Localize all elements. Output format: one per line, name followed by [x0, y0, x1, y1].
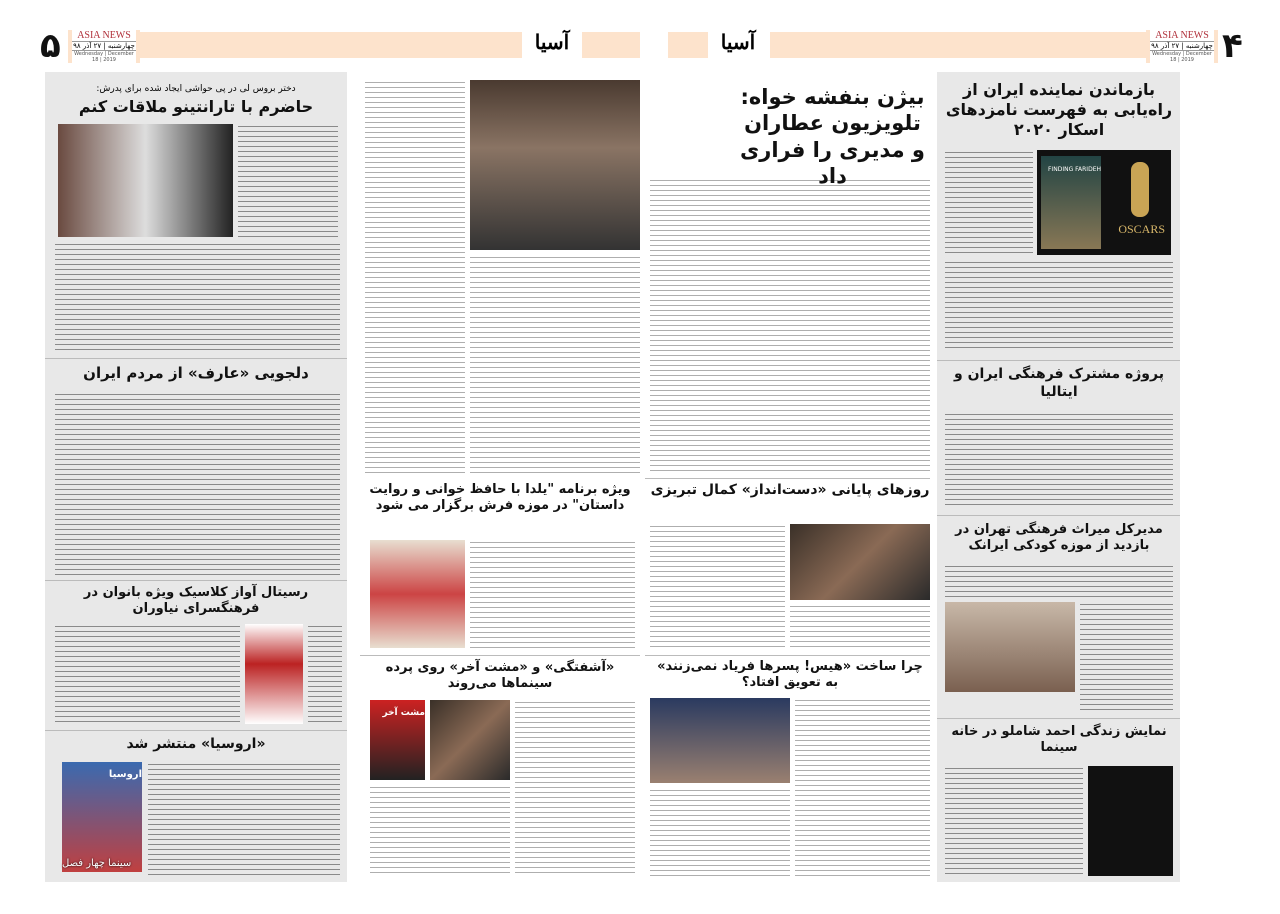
article-body: [55, 624, 240, 724]
masthead-4: [1146, 30, 1218, 63]
headline-shamlou: نمایش زندگی احمد شاملو در خانه سینما: [951, 724, 1167, 756]
brand: ASIA NEWS: [1155, 30, 1209, 41]
article-body: [238, 124, 338, 237]
header-band: [582, 32, 640, 58]
headline-ashofteh: «آشفتگی» و «مشت آخر» روی پرده سینماها می‌روند: [385, 660, 615, 692]
article-body: [370, 785, 510, 877]
headline-hiss: چرا ساخت «هیس! پسرها فریاد نمی‌زنند» به تعویق افتاد؟: [657, 659, 923, 691]
article-body: [1080, 602, 1173, 712]
article-body: [55, 392, 340, 575]
article-body: [650, 524, 785, 650]
header-band: [668, 32, 708, 58]
headline-dastandaz: روزهای پایانی «دست‌انداز» کمال تبریزی: [650, 482, 930, 498]
film-set-photo: [650, 698, 790, 783]
erosia-cover: اروسیا: [62, 762, 142, 872]
article-body: [945, 766, 1083, 876]
brand: ASIA NEWS: [77, 30, 131, 41]
kicker-tarantino: دختر بروس لی در پی حواشی ایجاد شده برای پدرش:: [96, 84, 296, 94]
article-body: [365, 80, 465, 475]
headline-italy: پروژه مشترک فرهنگی ایران و ایتالیا: [954, 366, 1164, 400]
headline-yalda: ویژه برنامه "یلدا با حافظ خوانی و روایت داستان" در موزه فرش برگزار می شود: [369, 482, 631, 514]
article-body: [790, 604, 930, 650]
article-body: [470, 540, 635, 650]
headline-oscar: بازماندن نماینده ایران از راه‌یابی به فهرست نامزدهای اسکار ۲۰۲۰: [945, 80, 1173, 139]
shamlou-poster: [1088, 766, 1173, 876]
article-body: [55, 242, 340, 350]
headline-erosia: «اروسیا» منتشر شد: [126, 736, 266, 752]
logo-4: آسیا: [708, 30, 768, 60]
masthead-5: [68, 30, 140, 63]
headline-banafsheh: بیژن بنفشه خواه: تلویزیون عطاران و مدیری را فراری داد: [740, 85, 925, 188]
film-still: [790, 524, 930, 600]
tarantino-photo: [58, 124, 233, 237]
date-fa: چهارشنبه | ۲۷ آذر ۹۸: [1151, 42, 1213, 50]
date-en: Wednesday | December 18 | 2019: [1152, 51, 1212, 63]
article-body: [308, 624, 342, 724]
article-body: [515, 700, 635, 877]
page-number-4: ۴: [1222, 26, 1243, 66]
article-body: [945, 412, 1173, 507]
headline-recital: رسیتال آواز کلاسیک ویژه بانوان در فرهنگسرای نیاوران: [83, 585, 309, 617]
article-body: [148, 762, 340, 875]
article-body: [650, 178, 930, 475]
article-body: [650, 788, 790, 877]
poster-mosht-akhar: مشت آخر: [370, 700, 425, 780]
museum-photo: [945, 602, 1075, 692]
headline-museum: مدیرکل میراث فرهنگی تهران در بازدید از موزه کودکی ایرانک: [955, 522, 1163, 554]
header-band: [136, 32, 522, 58]
page-number-5: ۵: [40, 26, 61, 66]
interview-photo: [470, 80, 640, 250]
date-fa: چهارشنبه | ۲۷ آذر ۹۸: [73, 42, 135, 50]
yalda-poster: [370, 540, 465, 648]
poster-ashofteh: [430, 700, 510, 780]
article-body: [945, 150, 1033, 255]
oscar-poster: FINDING FARIDEH OSCARS: [1037, 150, 1171, 255]
header-band: [770, 32, 1146, 58]
logo-5: آسیا: [522, 30, 582, 60]
article-body: [945, 260, 1173, 352]
article-body: [795, 698, 930, 877]
article-body: [945, 564, 1173, 597]
headline-aref: دلجویی «عارف» از مردم ایران: [83, 364, 309, 382]
recital-poster: [245, 624, 303, 724]
date-en: Wednesday | December 18 | 2019: [74, 51, 134, 63]
watermark: سینما چهار فصل: [62, 858, 132, 869]
article-body: [470, 255, 640, 475]
headline-tarantino: حاضرم با تارانتینو ملاقات کنم: [78, 97, 314, 116]
